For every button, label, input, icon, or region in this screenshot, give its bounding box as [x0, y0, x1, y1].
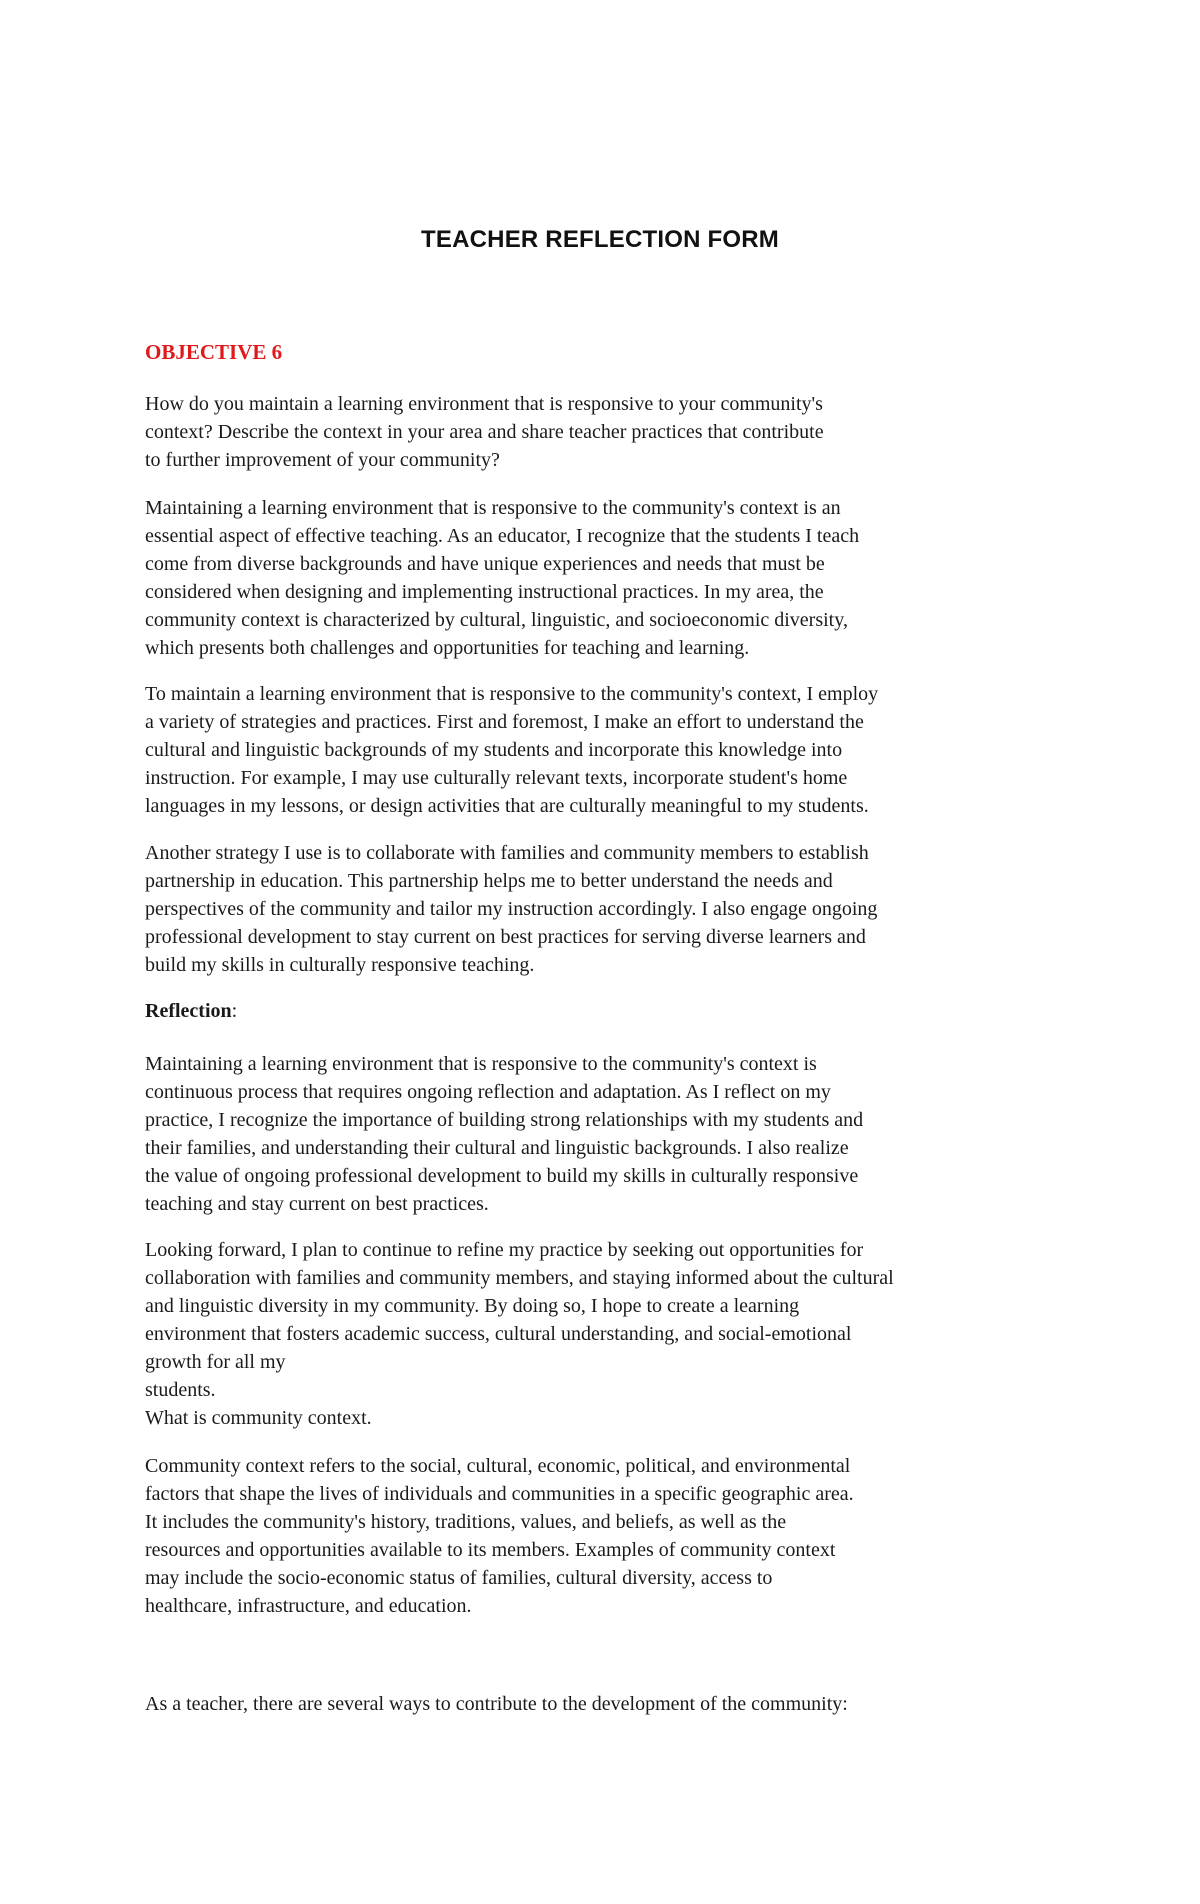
paragraph-line: To maintain a learning environment that is responsive to the community's context, I employ — [145, 683, 879, 705]
question-paragraph — [145, 390, 1055, 474]
question-line: to further improvement of your community? — [145, 449, 500, 471]
question-line: context? Describe the context in your area and share teacher practices that contribute — [145, 421, 824, 443]
paragraph-line: factors that shape the lives of individuals and communities in a specific geographic area. — [145, 1483, 854, 1505]
paragraph-line: their families, and understanding their cultural and linguistic backgrounds. I also realize — [145, 1137, 849, 1159]
question-line: How do you maintain a learning environment that is responsive to your community's — [145, 393, 823, 415]
paragraph-line: Maintaining a learning environment that is responsive to the community's context is an — [145, 497, 841, 519]
paragraph-6 — [145, 1452, 1055, 1620]
paragraph-2 — [145, 680, 1055, 820]
paragraph-line: cultural and linguistic backgrounds of my students and incorporate this knowledge into — [145, 739, 843, 761]
paragraph-line: Maintaining a learning environment that is responsive to the community's context is — [145, 1053, 817, 1075]
paragraph-line: practice, I recognize the importance of building strong relationships with my students and — [145, 1109, 864, 1131]
paragraph-line: environment that fosters academic success, cultural understanding, and social-emotional — [145, 1323, 852, 1345]
paragraph-line: and linguistic diversity in my community. By doing so, I hope to create a learning — [145, 1295, 800, 1317]
paragraph-1 — [145, 494, 1055, 662]
paragraph-line: a variety of strategies and practices. First and foremost, I make an effort to understand the — [145, 711, 864, 733]
reflection-colon: : — [231, 1000, 238, 1022]
paragraph-line: essential aspect of effective teaching. As an educator, I recognize that the students I teach — [145, 525, 860, 547]
paragraph-line: considered when designing and implementing instructional practices. In my area, the — [145, 581, 824, 603]
paragraph-line: instruction. For example, I may use culturally relevant texts, incorporate student's home — [145, 767, 848, 789]
paragraph-line: the value of ongoing professional development to build my skills in culturally responsive — [145, 1165, 859, 1187]
objective-label: OBJECTIVE 6 — [145, 340, 283, 364]
paragraph-line: which presents both challenges and opportunities for teaching and learning. — [145, 637, 750, 659]
paragraph-line: Another strategy I use is to collaborate with families and community members to establish — [145, 842, 869, 864]
paragraph-line: It includes the community's history, traditions, values, and beliefs, as well as the — [145, 1511, 787, 1533]
paragraph-line: growth for all my — [145, 1351, 286, 1373]
reflection-label: Reflection — [145, 1000, 232, 1022]
paragraph-line: Community context refers to the social, cultural, economic, political, and environmental — [145, 1455, 851, 1477]
paragraph-line: community context is characterized by cultural, linguistic, and socioeconomic diversity, — [145, 609, 848, 631]
paragraph-5 — [145, 1236, 1055, 1432]
paragraph-line: partnership in education. This partnership helps me to better understand the needs and — [145, 870, 833, 892]
paragraph-line: may include the socio-economic status of families, cultural diversity, access to — [145, 1567, 773, 1589]
paragraph-line: continuous process that requires ongoing reflection and adaptation. As I reflect on my — [145, 1081, 831, 1103]
paragraph-line: resources and opportunities available to its members. Examples of community context — [145, 1539, 836, 1561]
paragraph-line: Looking forward, I plan to continue to refine my practice by seeking out opportunities for — [145, 1239, 864, 1261]
paragraph-line: teaching and stay current on best practices. — [145, 1193, 489, 1215]
reflection-heading — [145, 1000, 237, 1023]
paragraph-3 — [145, 839, 1055, 979]
paragraph-line: students. — [145, 1379, 216, 1401]
paragraph-7 — [145, 1690, 1055, 1718]
paragraph-line: As a teacher, there are several ways to contribute to the development of the community: — [145, 1693, 848, 1715]
paragraph-line: come from diverse backgrounds and have unique experiences and needs that must be — [145, 553, 825, 575]
paragraph-4 — [145, 1050, 1055, 1218]
page-title: TEACHER REFLECTION FORM — [421, 226, 779, 253]
paragraph-line: healthcare, infrastructure, and education. — [145, 1595, 472, 1617]
paragraph-line: professional development to stay current on best practices for serving diverse learners and — [145, 926, 866, 948]
community-context-question: What is community context. — [145, 1407, 372, 1429]
paragraph-line: languages in my lessons, or design activities that are culturally meaningful to my students. — [145, 795, 869, 817]
paragraph-line: build my skills in culturally responsive teaching. — [145, 954, 535, 976]
paragraph-line: collaboration with families and community members, and staying informed about the cultural — [145, 1267, 894, 1289]
paragraph-line: perspectives of the community and tailor my instruction accordingly. I also engage ongoing — [145, 898, 878, 920]
